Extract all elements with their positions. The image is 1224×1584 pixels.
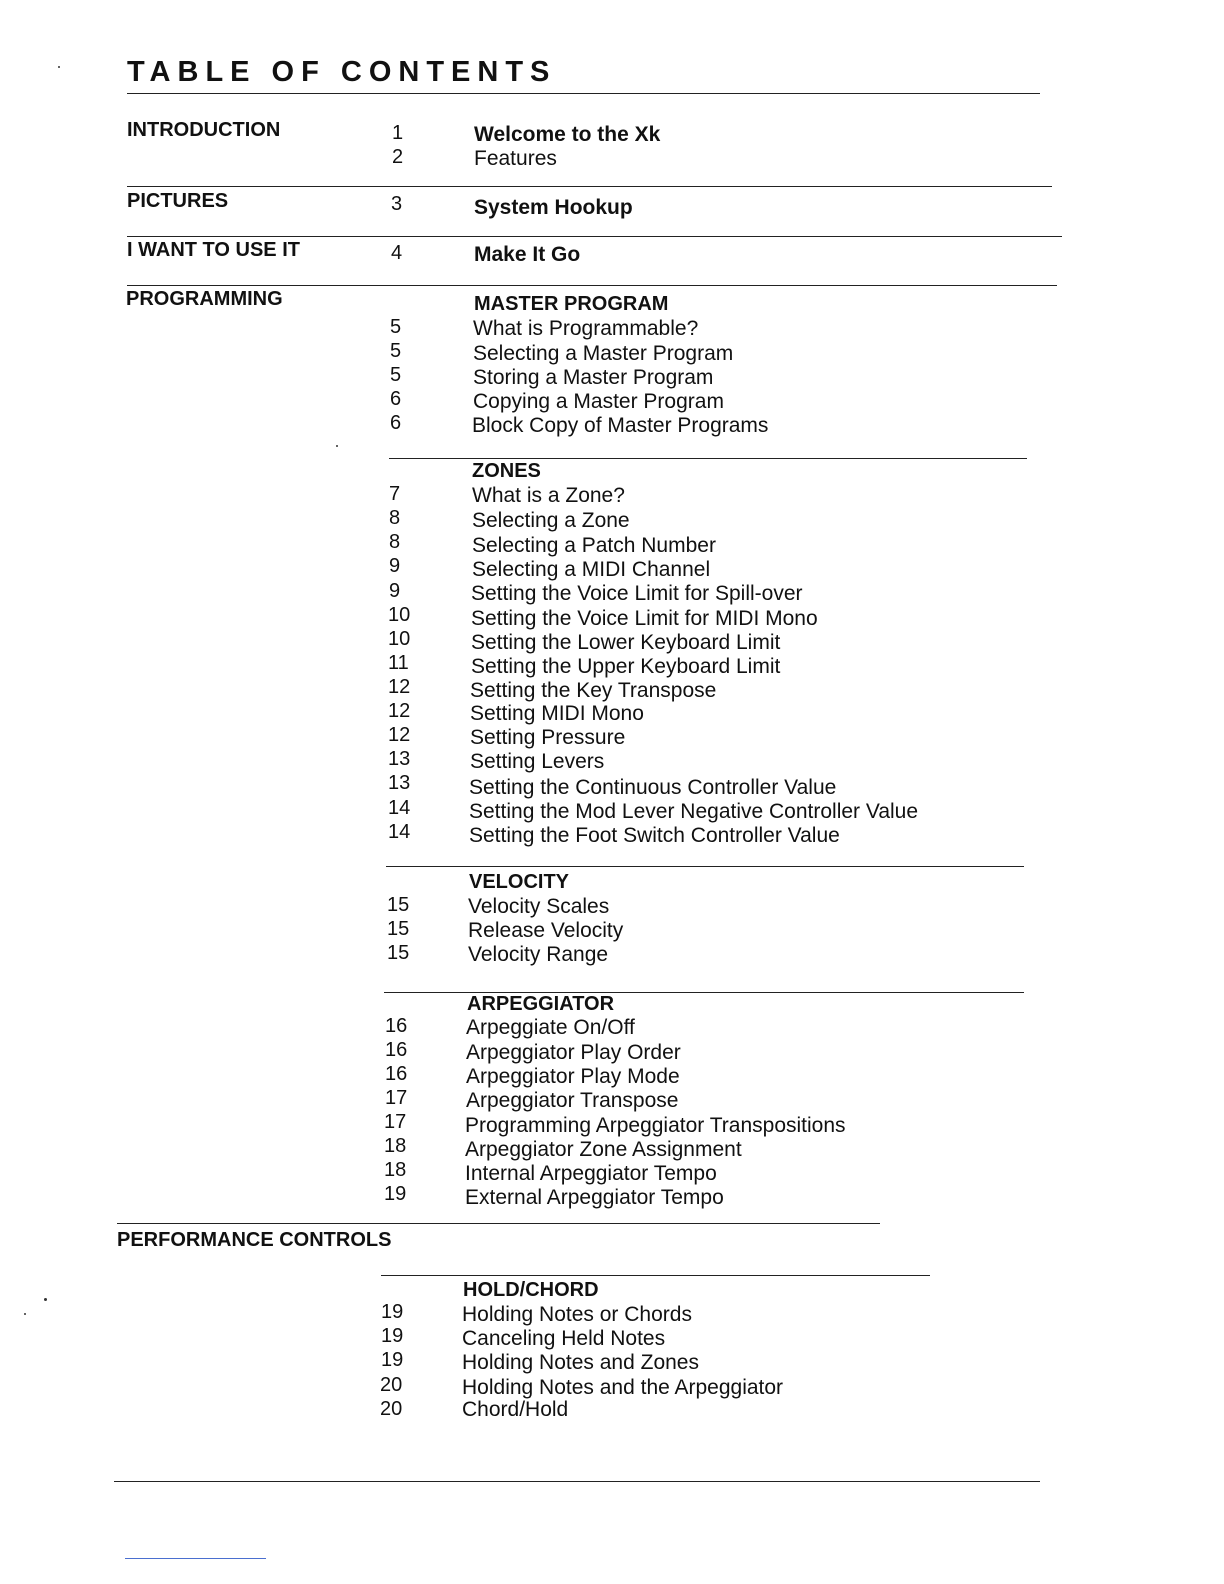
toc-page-number: 10 <box>388 628 411 650</box>
toc-page-number: 13 <box>388 772 411 794</box>
toc-entry[interactable]: Features <box>474 147 557 170</box>
toc-entry[interactable]: Canceling Held Notes <box>462 1327 666 1350</box>
subsection-heading: MASTER PROGRAM <box>474 293 669 315</box>
toc-page-number: 5 <box>390 340 402 362</box>
section-divider <box>127 285 1057 286</box>
toc-entry[interactable]: Internal Arpeggiator Tempo <box>465 1162 717 1185</box>
toc-page-number: 5 <box>390 364 402 386</box>
toc-entry[interactable]: Selecting a Zone <box>472 509 630 532</box>
toc-entry[interactable]: System Hookup <box>474 196 633 219</box>
toc-entry[interactable]: Programming Arpeggiator Transpositions <box>465 1114 846 1137</box>
scan-speck <box>336 445 338 447</box>
toc-page-number: 18 <box>384 1159 407 1181</box>
toc-page-number: 14 <box>388 821 411 843</box>
toc-page-number: 16 <box>385 1039 408 1061</box>
toc-entry[interactable]: Holding Notes and Zones <box>462 1351 699 1374</box>
toc-entry[interactable]: What is Programmable? <box>473 317 699 340</box>
toc-page-number: 8 <box>389 507 401 529</box>
section-i-want-to-use-it: I WANT TO USE IT <box>127 239 300 261</box>
toc-page-number: 7 <box>389 483 401 505</box>
toc-page-number: 2 <box>392 146 404 168</box>
toc-entry[interactable]: Storing a Master Program <box>473 366 714 389</box>
toc-entry[interactable]: Setting the Mod Lever Negative Controller Value <box>469 800 919 823</box>
toc-page-number: 14 <box>388 797 411 819</box>
section-divider <box>127 186 1052 187</box>
subsection-heading: HOLD/CHORD <box>463 1279 599 1301</box>
toc-entry[interactable]: Selecting a Patch Number <box>472 534 716 557</box>
toc-entry[interactable]: Block Copy of Master Programs <box>472 414 769 437</box>
toc-entry[interactable]: Make It Go <box>474 243 581 266</box>
toc-entry[interactable]: External Arpeggiator Tempo <box>465 1186 724 1209</box>
toc-entry[interactable]: Setting Levers <box>470 750 605 773</box>
section-performance-controls: PERFORMANCE CONTROLS <box>117 1229 392 1251</box>
toc-page-number: 11 <box>388 652 409 674</box>
toc-page-number: 18 <box>384 1135 407 1157</box>
toc-page-number: 19 <box>384 1183 407 1205</box>
toc-page-number: 12 <box>388 676 411 698</box>
toc-entry[interactable]: Setting the Voice Limit for MIDI Mono <box>471 607 818 630</box>
toc-page-number: 15 <box>387 894 410 916</box>
toc-page-number: 4 <box>391 242 403 264</box>
toc-page-number: 1 <box>392 122 404 144</box>
section-pictures: PICTURES <box>127 190 229 212</box>
toc-entry[interactable]: Velocity Range <box>468 943 609 966</box>
toc-entry[interactable]: Arpeggiator Play Mode <box>466 1065 680 1088</box>
toc-page-number: 6 <box>390 412 402 434</box>
toc-page-number: 5 <box>390 316 402 338</box>
toc-entry[interactable]: Arpeggiate On/Off <box>466 1016 635 1039</box>
subsection-divider <box>381 1275 930 1276</box>
toc-page-number: 15 <box>387 918 410 940</box>
toc-page-number: 13 <box>388 748 411 770</box>
toc-page-number: 3 <box>391 193 403 215</box>
page-title: TABLE OF CONTENTS <box>127 56 557 88</box>
title-underline <box>127 93 1040 94</box>
footer-rule <box>114 1481 1040 1482</box>
scan-speck <box>24 1313 26 1315</box>
toc-page-number: 12 <box>388 724 411 746</box>
section-divider <box>117 1223 880 1224</box>
toc-page-number: 16 <box>385 1063 408 1085</box>
section-divider <box>127 236 1062 237</box>
toc-entry[interactable]: What is a Zone? <box>472 484 625 507</box>
toc-page-number: 9 <box>389 580 401 602</box>
toc-entry[interactable]: Setting the Lower Keyboard Limit <box>471 631 781 654</box>
toc-entry[interactable]: Velocity Scales <box>468 895 610 918</box>
toc-entry[interactable]: Holding Notes or Chords <box>462 1303 692 1326</box>
toc-page-number: 17 <box>384 1111 407 1133</box>
toc-page-number: 19 <box>381 1349 404 1371</box>
toc-page-number: 19 <box>381 1301 404 1323</box>
toc-page-number: 9 <box>389 555 401 577</box>
toc-entry[interactable]: Arpeggiator Transpose <box>466 1089 679 1112</box>
toc-page-number: 15 <box>387 942 410 964</box>
toc-entry[interactable]: Setting the Upper Keyboard Limit <box>471 655 781 678</box>
toc-page-number: 6 <box>390 388 402 410</box>
toc-entry[interactable]: Selecting a MIDI Channel <box>472 558 711 581</box>
toc-entry[interactable]: Holding Notes and the Arpeggiator <box>462 1376 784 1399</box>
toc-page-number: 10 <box>388 604 411 626</box>
toc-entry[interactable]: Setting MIDI Mono <box>470 702 644 725</box>
toc-entry[interactable]: Release Velocity <box>468 919 624 942</box>
toc-page-number: 20 <box>380 1374 403 1396</box>
toc-entry[interactable]: Setting the Continuous Controller Value <box>469 776 837 799</box>
section-introduction: INTRODUCTION <box>127 119 281 141</box>
toc-page-number: 12 <box>388 700 411 722</box>
toc-entry[interactable]: Setting the Key Transpose <box>470 679 717 702</box>
toc-page-number: 19 <box>381 1325 404 1347</box>
toc-entry[interactable]: Selecting a Master Program <box>473 342 734 365</box>
subsection-divider <box>389 458 1027 459</box>
subsection-divider <box>386 866 1024 867</box>
toc-page-number: 17 <box>385 1087 408 1109</box>
subsection-heading: ZONES <box>472 460 541 482</box>
toc-entry[interactable]: Copying a Master Program <box>473 390 724 413</box>
section-programming: PROGRAMMING <box>126 288 283 310</box>
scan-speck <box>58 66 60 68</box>
toc-entry[interactable]: Welcome to the Xk <box>474 123 661 146</box>
toc-page-number: 20 <box>380 1398 403 1420</box>
toc-entry[interactable]: Arpeggiator Zone Assignment <box>465 1138 742 1161</box>
toc-entry[interactable]: Chord/Hold <box>462 1398 569 1421</box>
toc-entry[interactable]: Setting Pressure <box>470 726 626 749</box>
subsection-heading: ARPEGGIATOR <box>467 993 615 1015</box>
footer-mark <box>125 1558 266 1559</box>
toc-entry[interactable]: Arpeggiator Play Order <box>466 1041 681 1064</box>
subsection-heading: VELOCITY <box>469 871 570 893</box>
toc-page-number: 8 <box>389 531 401 553</box>
toc-entry[interactable]: Setting the Foot Switch Controller Value <box>469 824 840 847</box>
scan-speck <box>44 1298 47 1301</box>
toc-entry[interactable]: Setting the Voice Limit for Spill-over <box>471 582 803 605</box>
toc-page-number: 16 <box>385 1015 408 1037</box>
